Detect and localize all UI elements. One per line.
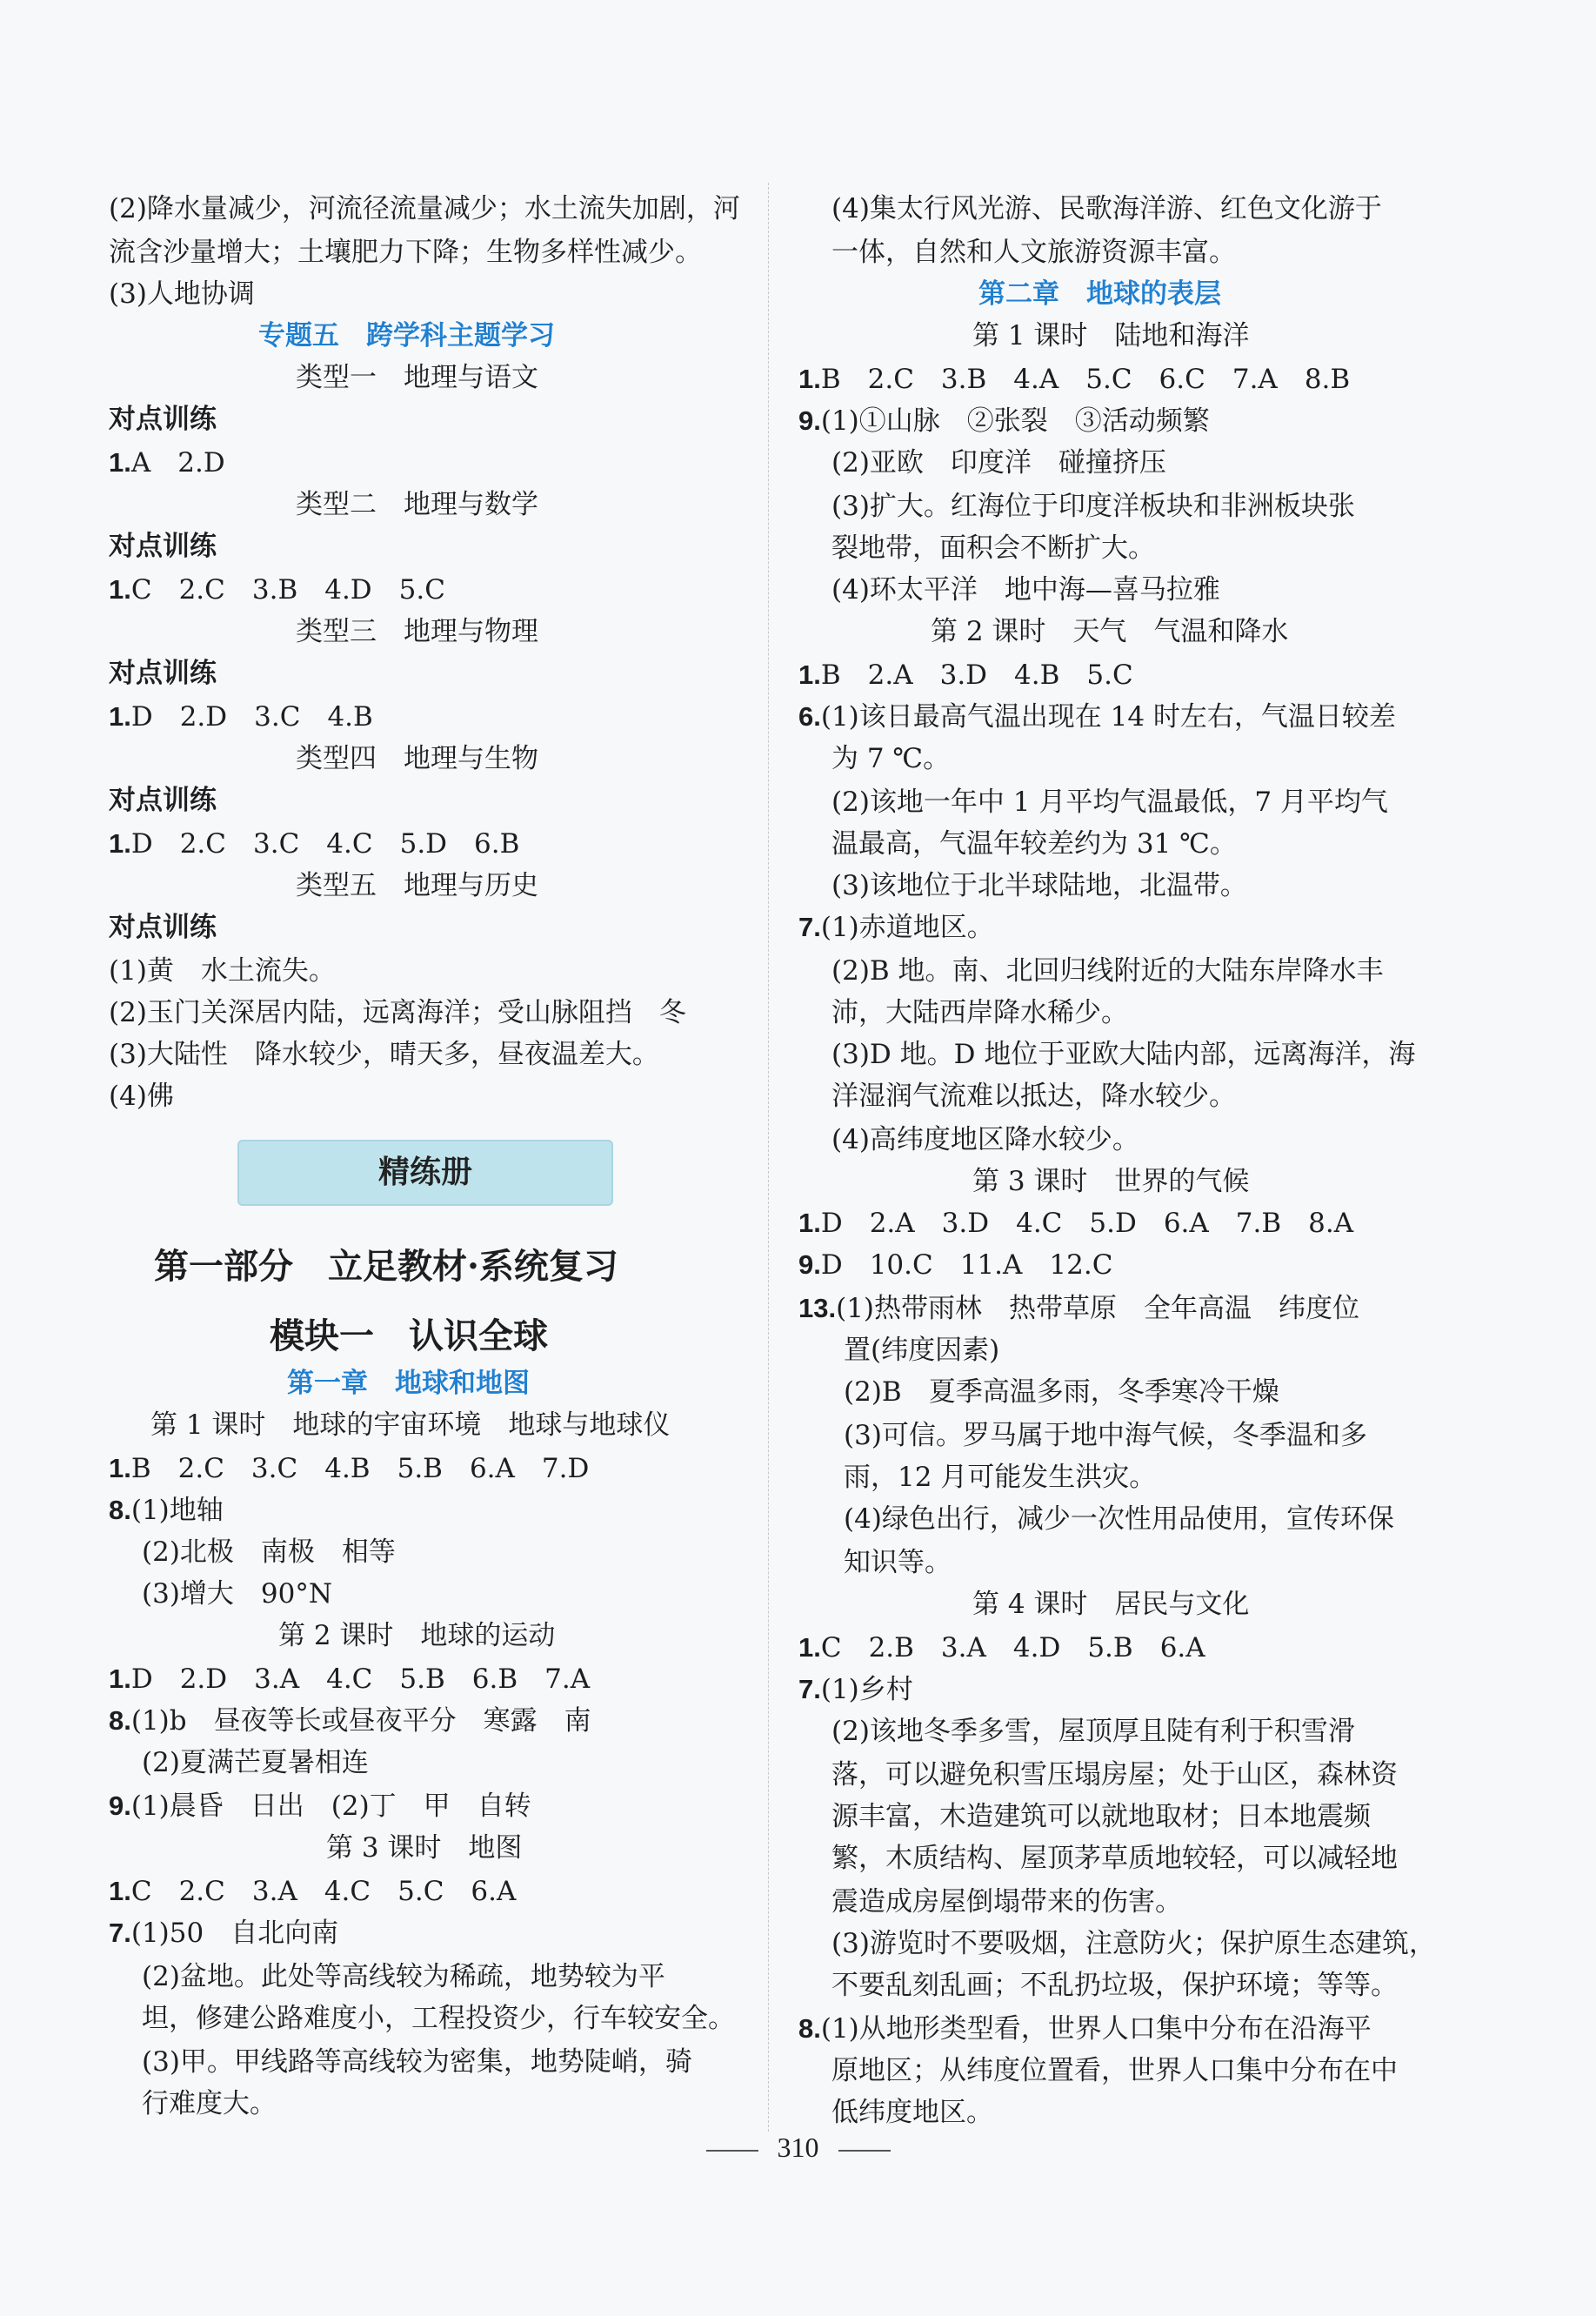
line-text: D 2.C 3.C 4.C 5.D 6.B <box>130 828 520 860</box>
line-text: (2)夏满芒夏暑相连 <box>142 1747 369 1778</box>
left-line <box>109 191 740 226</box>
left-line <box>109 910 217 945</box>
right-line <box>831 827 1237 861</box>
column-divider <box>768 183 769 2132</box>
question-number: 6. <box>798 701 821 732</box>
right-line <box>972 318 1249 353</box>
page-number-dash-left <box>706 2150 758 2152</box>
line-text: 行难度大。 <box>142 2088 277 2119</box>
line-text: 沛，大陆西岸降水稀少。 <box>831 997 1128 1028</box>
line-text: (3)游览时不要吸烟，注意防火；保护原生态建筑， <box>831 1928 1436 1959</box>
line-text: 第 3 课时 地图 <box>326 1832 523 1864</box>
right-line <box>844 1460 1156 1495</box>
right-line <box>831 2095 993 2130</box>
left-line <box>142 2045 692 2079</box>
right-line <box>844 1375 1279 1409</box>
line-text: (2)该地冬季多雪，屋顶厚且陡有利于积雪滑 <box>831 1716 1355 1747</box>
left-line <box>109 995 686 1030</box>
right-line <box>978 277 1221 311</box>
line-text: 温最高，气温年较差约为 31 ℃。 <box>831 828 1237 860</box>
line-text: 为 7 ℃。 <box>831 743 951 774</box>
line-text: 震造成房屋倒塌带来的伤害。 <box>831 1886 1182 1918</box>
left-line <box>109 402 217 437</box>
line-text: (1)热带雨林 热带草原 全年高温 纬度位 <box>836 1293 1360 1324</box>
left-line <box>296 614 538 649</box>
line-text: (1)黄 水土流失。 <box>109 955 336 987</box>
line-text: (4)佛 <box>109 1081 174 1112</box>
line-text: D 2.A 3.D 4.C 5.D 6.A 7.B 8.A <box>820 1208 1354 1239</box>
left-line <box>296 487 538 522</box>
right-line <box>798 1630 1205 1665</box>
right-line <box>972 1587 1249 1622</box>
page-number <box>0 2132 1596 2164</box>
line-text: 洋湿润气流难以抵达，降水较少。 <box>831 1081 1236 1112</box>
line-text: A 2.D <box>130 447 225 479</box>
question-number: 8. <box>798 2013 821 2044</box>
left-line <box>109 1874 516 1909</box>
left-line <box>296 741 538 776</box>
line-text: 类型五 地理与历史 <box>296 870 538 901</box>
question-number: 1. <box>109 828 131 859</box>
line-text: B 2.A 3.D 4.B 5.C <box>820 659 1133 691</box>
question-number: 1. <box>109 574 131 605</box>
line-text: (1)50 自北向南 <box>130 1918 339 1949</box>
left-line <box>154 1242 618 1291</box>
question-number: 1. <box>798 1632 821 1663</box>
right-line <box>831 954 1384 988</box>
right-line <box>798 1672 913 1707</box>
line-text: 第 4 课时 居民与文化 <box>972 1589 1250 1620</box>
line-text: B 2.C 3.B 4.A 5.C 6.C 7.A 8.B <box>820 364 1351 395</box>
line-text: 裂地带，面积会不断扩大。 <box>831 532 1155 564</box>
right-line <box>844 1333 999 1368</box>
line-text: 一体，自然和人文旅游资源丰富。 <box>831 237 1236 268</box>
left-line <box>109 235 702 270</box>
line-text: (1)①山脉 ②张裂 ③活动频繁 <box>820 405 1210 437</box>
line-text: (1)该日最高气温出现在 14 时左右，气温日较差 <box>820 701 1396 733</box>
left-line <box>296 868 538 903</box>
right-line <box>831 1079 1236 1114</box>
question-number: 8. <box>109 1705 131 1736</box>
right-line <box>831 1799 1371 1834</box>
line-text: (3)D 地。D 地位于亚欧大陆内部，远离海洋，海 <box>831 1039 1416 1070</box>
line-text: (1)从地形类型看，世界人口集中分布在沿海平 <box>820 2013 1372 2045</box>
right-line <box>844 1545 952 1580</box>
line-text: (1)乡村 <box>820 1674 913 1705</box>
question-number: 1. <box>109 1876 131 1906</box>
right-line <box>798 699 1396 734</box>
line-text: 低纬度地区。 <box>831 2097 993 2128</box>
line-text: 第 1 课时 陆地和海洋 <box>972 320 1250 351</box>
left-line <box>109 529 217 564</box>
question-number: 8. <box>109 1495 131 1525</box>
line-text: (2)B 地。南、北回归线附近的大陆东岸降水丰 <box>831 955 1384 987</box>
left-line <box>109 1451 589 1486</box>
line-text: (3)增大 90°N <box>142 1578 332 1610</box>
right-line <box>831 445 1166 480</box>
right-line <box>831 2053 1398 2088</box>
line-text: 不要乱刻乱画；不乱扔垃圾，保护环境；等等。 <box>831 1970 1398 2001</box>
right-line <box>798 404 1210 438</box>
left-line <box>142 2086 277 2121</box>
line-text: (4)环太平洋 地中海—喜马拉雅 <box>831 574 1220 606</box>
line-text: C 2.B 3.A 4.D 5.B 6.A <box>820 1632 1205 1663</box>
left-line <box>109 1704 591 1738</box>
line-text: 第一部分 立足教材·系统复习 <box>154 1246 618 1287</box>
line-text: 第 1 课时 地球的宇宙环境 地球与地球仪 <box>150 1409 671 1441</box>
line-text: (1)晨昏 日出 (2)丁 甲 自转 <box>130 1791 531 1822</box>
line-text: (4)集太行风光游、民歌海洋游、红色文化游于 <box>831 193 1382 224</box>
left-line <box>258 318 555 353</box>
right-line <box>831 868 1247 903</box>
line-text: (2)玉门关深居内陆，远离海洋；受山脉阻挡 冬 <box>109 997 686 1028</box>
right-line <box>831 1926 1436 1961</box>
right-line <box>831 1714 1355 1749</box>
right-line <box>831 1757 1398 1792</box>
right-line <box>798 1248 1112 1282</box>
right-line <box>831 1037 1415 1072</box>
line-text: 落，可以避免积雪压塌房屋；处于山区，森林资 <box>831 1759 1398 1791</box>
question-number: 9. <box>798 1249 821 1280</box>
line-text: D 2.D 3.C 4.B <box>130 701 373 733</box>
question-number: 1. <box>109 1663 131 1694</box>
left-line <box>296 360 538 395</box>
line-text: C 2.C 3.B 4.D 5.C <box>130 574 445 606</box>
left-line <box>150 1408 670 1442</box>
question-number: 1. <box>798 1208 821 1238</box>
left-line <box>142 1535 396 1570</box>
right-line <box>831 1122 1139 1157</box>
right-line <box>798 910 994 945</box>
line-text: (2)该地一年中 1 月平均气温最低，7 月平均气 <box>831 787 1388 818</box>
right-line <box>831 531 1155 566</box>
line-text: 第一章 地球和地图 <box>287 1368 530 1399</box>
line-text: D 10.C 11.A 12.C <box>820 1249 1113 1281</box>
line-text: 第 2 课时 地球的运动 <box>278 1620 556 1651</box>
line-text: (2)亚欧 印度洋 碰撞挤压 <box>831 447 1166 479</box>
line-text: 类型二 地理与数学 <box>296 489 538 520</box>
question-number: 7. <box>798 1674 821 1704</box>
right-line <box>931 614 1288 649</box>
left-line <box>109 1493 224 1528</box>
question-number: 1. <box>109 447 131 478</box>
right-line <box>831 741 950 776</box>
left-line <box>109 1037 659 1072</box>
left-line <box>109 954 336 988</box>
left-line <box>278 1618 555 1653</box>
line-text: D 2.D 3.A 4.C 5.B 6.B 7.A <box>130 1663 591 1695</box>
question-number: 9. <box>109 1791 131 1821</box>
question-number: 1. <box>798 659 821 690</box>
left-line <box>109 1662 590 1697</box>
right-line <box>798 658 1133 693</box>
left-line <box>326 1831 522 1865</box>
left-line <box>142 1745 369 1780</box>
line-text: (4)绿色出行，减少一次性用品使用，宣传环保 <box>844 1503 1394 1535</box>
question-number: 1. <box>798 364 821 394</box>
left-line <box>109 445 225 480</box>
right-line <box>798 1206 1353 1241</box>
line-text: C 2.C 3.A 4.C 5.C 6.A <box>130 1876 517 1907</box>
left-line <box>109 1789 531 1824</box>
left-line <box>142 1959 665 1994</box>
left-line <box>109 1916 338 1951</box>
line-text: 知识等。 <box>844 1547 952 1578</box>
right-line <box>972 1164 1249 1199</box>
line-text: (2)北极 南极 相等 <box>142 1536 396 1568</box>
right-line <box>831 1884 1182 1919</box>
right-line <box>831 995 1128 1030</box>
line-text: (3)甲。甲线路等高线较为密集，地势陡峭，骑 <box>142 2046 692 2078</box>
line-text: 对点训练 <box>109 404 217 435</box>
right-line <box>831 1841 1398 1876</box>
line-text: 第二章 地球的表层 <box>978 278 1221 310</box>
section-banner: 精练册 <box>237 1140 613 1206</box>
line-text: 置(纬度因素) <box>844 1335 1000 1366</box>
right-line <box>844 1502 1394 1536</box>
right-line <box>798 362 1350 397</box>
left-line <box>109 656 217 691</box>
line-text: 类型三 地理与物理 <box>296 616 538 647</box>
line-text: 繁，木质结构、屋顶茅草质地较轻，可以减轻地 <box>831 1843 1398 1874</box>
line-text: (3)大陆性 降水较少，晴天多，昼夜温差大。 <box>109 1039 659 1070</box>
left-line <box>287 1366 530 1401</box>
line-text: 类型一 地理与语文 <box>296 362 538 393</box>
line-text: (3)人地协调 <box>109 278 255 310</box>
line-text: (2)盆地。此处等高线较为稀疏，地势较为平 <box>142 1961 665 1992</box>
line-text: 第 3 课时 世界的气候 <box>972 1166 1250 1197</box>
left-line <box>109 277 255 311</box>
right-line <box>831 191 1382 226</box>
right-line <box>831 572 1220 607</box>
line-text: (3)扩大。红海位于印度洋板块和非洲板块张 <box>831 491 1355 522</box>
line-text: 对点训练 <box>109 785 217 816</box>
line-text: 源丰富，木造建筑可以就地取材；日本地震频 <box>831 1801 1371 1832</box>
line-text: 雨，12 月可能发生洪灾。 <box>844 1462 1157 1493</box>
line-text: 原地区；从纬度位置看，世界人口集中分布在中 <box>831 2055 1398 2086</box>
left-line <box>142 2001 735 2036</box>
line-text: (2)降水量减少，河流径流量减少；水土流失加剧，河 <box>109 193 740 224</box>
line-text: 坦，修建公路难度小，工程投资少，行车较安全。 <box>142 2003 735 2034</box>
right-line <box>831 785 1388 820</box>
line-text: 对点训练 <box>109 912 217 943</box>
left-line <box>109 572 445 607</box>
line-text: 对点训练 <box>109 658 217 689</box>
line-text: (1)b 昼夜等长或昼夜平分 寒露 南 <box>130 1705 591 1737</box>
line-text: (3)该地位于北半球陆地，北温带。 <box>831 870 1247 901</box>
question-number: 7. <box>109 1918 131 1948</box>
line-text: (4)高纬度地区降水较少。 <box>831 1124 1139 1155</box>
question-number: 9. <box>798 405 821 436</box>
right-line <box>798 1291 1359 1326</box>
left-line <box>109 699 373 734</box>
line-text: 流含沙量增大；土壤肥力下降；生物多样性减少。 <box>109 237 702 268</box>
question-number: 1. <box>109 1453 131 1483</box>
question-number: 13. <box>798 1293 837 1323</box>
line-text: (1)地轴 <box>130 1495 224 1526</box>
page-number-value: 310 <box>777 2132 819 2163</box>
question-number: 7. <box>798 912 821 942</box>
left-line <box>109 1079 174 1114</box>
right-line <box>831 235 1236 270</box>
line-text: 类型四 地理与生物 <box>296 743 538 774</box>
right-line <box>831 489 1355 524</box>
right-line <box>844 1418 1367 1453</box>
line-text: (2)B 夏季高温多雨，冬季寒冷干燥 <box>844 1376 1279 1408</box>
line-text: 对点训练 <box>109 531 217 562</box>
left-line <box>109 783 217 818</box>
left-line <box>270 1312 548 1361</box>
line-text: 第 2 课时 天气 气温和降水 <box>931 616 1289 647</box>
page-number-dash-right <box>838 2150 891 2152</box>
line-text: 模块一 认识全球 <box>270 1316 548 1356</box>
left-line <box>109 827 519 861</box>
right-line <box>831 1968 1398 2003</box>
line-text: 专题五 跨学科主题学习 <box>258 320 555 351</box>
question-number: 1. <box>109 701 131 732</box>
line-text: B 2.C 3.C 4.B 5.B 6.A 7.D <box>130 1453 590 1484</box>
line-text: (1)赤道地区。 <box>820 912 994 943</box>
line-text: (3)可信。罗马属于地中海气候，冬季温和多 <box>844 1420 1367 1451</box>
right-line <box>798 2011 1372 2046</box>
left-line <box>142 1576 332 1611</box>
